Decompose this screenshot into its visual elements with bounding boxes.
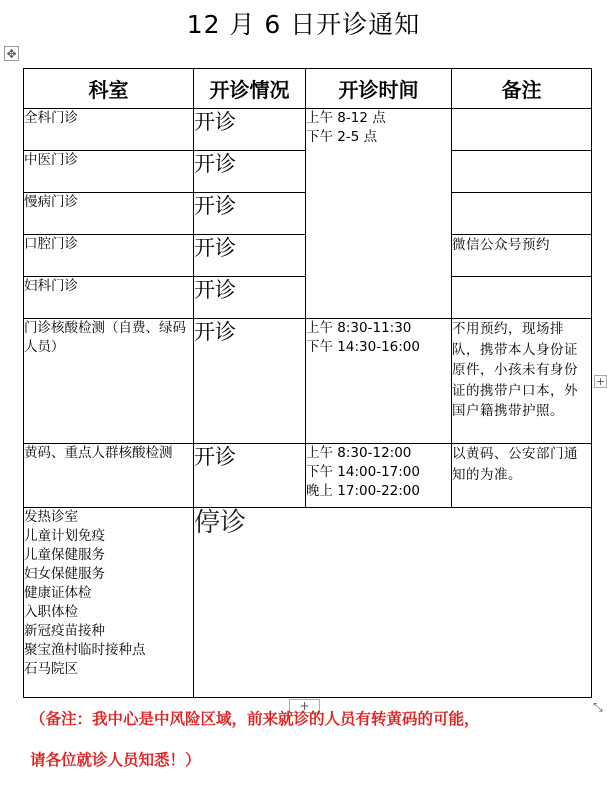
table-row: [24, 444, 592, 508]
footer-remark-line2: 请各位就诊人员知悉！）: [30, 750, 201, 769]
note-cell: [452, 109, 592, 151]
dept-cell: 慢病门诊: [24, 193, 194, 235]
time-cell: [306, 109, 452, 319]
note-cell: 以黄码、公安部门通知的为准。: [452, 444, 592, 508]
table-row: [24, 109, 592, 151]
time-cell: [306, 444, 452, 508]
time-line: 上午 8-12 点: [306, 110, 386, 126]
time-line: 下午 14:00-17:00: [306, 464, 420, 480]
note-cell: 微信公众号预约: [452, 235, 592, 277]
resize-corner-icon[interactable]: ⤡: [593, 700, 603, 714]
status-cell: 开诊: [194, 235, 306, 277]
dept-cell: 黄码、重点人群核酸检测: [24, 444, 194, 508]
dept-cell: 妇科门诊: [24, 277, 194, 319]
status-cell: 开诊: [194, 193, 306, 235]
closed-dept-item: 妇女保健服务: [24, 566, 105, 582]
closed-dept-item: 石马院区: [24, 661, 78, 677]
add-column-plus-icon[interactable]: +: [289, 699, 320, 713]
status-cell: 开诊: [194, 151, 306, 193]
note-cell: [452, 151, 592, 193]
status-cell: 开诊: [194, 444, 306, 508]
add-row-plus-icon[interactable]: +: [595, 375, 606, 388]
note-cell: [452, 193, 592, 235]
header-status: 开诊情况: [194, 69, 306, 109]
header-dept: 科室: [24, 69, 194, 109]
closed-status-cell: 停诊: [194, 508, 592, 698]
status-cell: 开诊: [194, 109, 306, 151]
notice-title: 12 月 6 日开诊通知: [186, 10, 421, 39]
closed-dept-list: [24, 508, 194, 698]
closed-dept-item: 健康证体检: [24, 585, 92, 601]
note-cell: [452, 277, 592, 319]
time-line: 下午 14:30-16:00: [306, 339, 420, 355]
footer-remark-line1: （备注：我中心是中风险区域，前来就诊的人员有转黄码的可能，: [30, 709, 480, 728]
table-move-handle-icon[interactable]: ✥: [4, 46, 19, 61]
time-line: 下午 2-5 点: [306, 129, 378, 145]
closed-dept-item: 儿童保健服务: [24, 547, 105, 563]
table-row: [24, 319, 592, 444]
header-time: 开诊时间: [306, 69, 452, 109]
closed-dept-item: 发热诊室: [24, 509, 78, 525]
time-line: 晚上 17:00-22:00: [306, 483, 420, 499]
closed-dept-item: 儿童计划免疫: [24, 528, 105, 544]
closed-dept-item: 入职体检: [24, 604, 78, 620]
dept-cell: 全科门诊: [24, 109, 194, 151]
time-line: 上午 8:30-11:30: [306, 320, 412, 336]
time-line: 上午 8:30-12:00: [306, 445, 412, 461]
closed-dept-item: 新冠疫苗接种: [24, 623, 105, 639]
dept-cell: 门诊核酸检测（自费、绿码人员）: [24, 319, 194, 444]
dept-cell: 口腔门诊: [24, 235, 194, 277]
note-cell: 不用预约，现场排队，携带本人身份证原件，小孩未有身份证的携带户口本，外国户籍携带护照。: [452, 319, 592, 444]
header-note: 备注: [452, 69, 592, 109]
table-header-row: [24, 69, 592, 109]
time-cell: [306, 319, 452, 444]
clinic-schedule-table: [23, 68, 592, 698]
status-cell: 开诊: [194, 319, 306, 444]
status-cell: 开诊: [194, 277, 306, 319]
table-row: [24, 508, 592, 698]
closed-dept-item: 聚宝渔村临时接种点: [24, 642, 146, 658]
dept-cell: 中医门诊: [24, 151, 194, 193]
